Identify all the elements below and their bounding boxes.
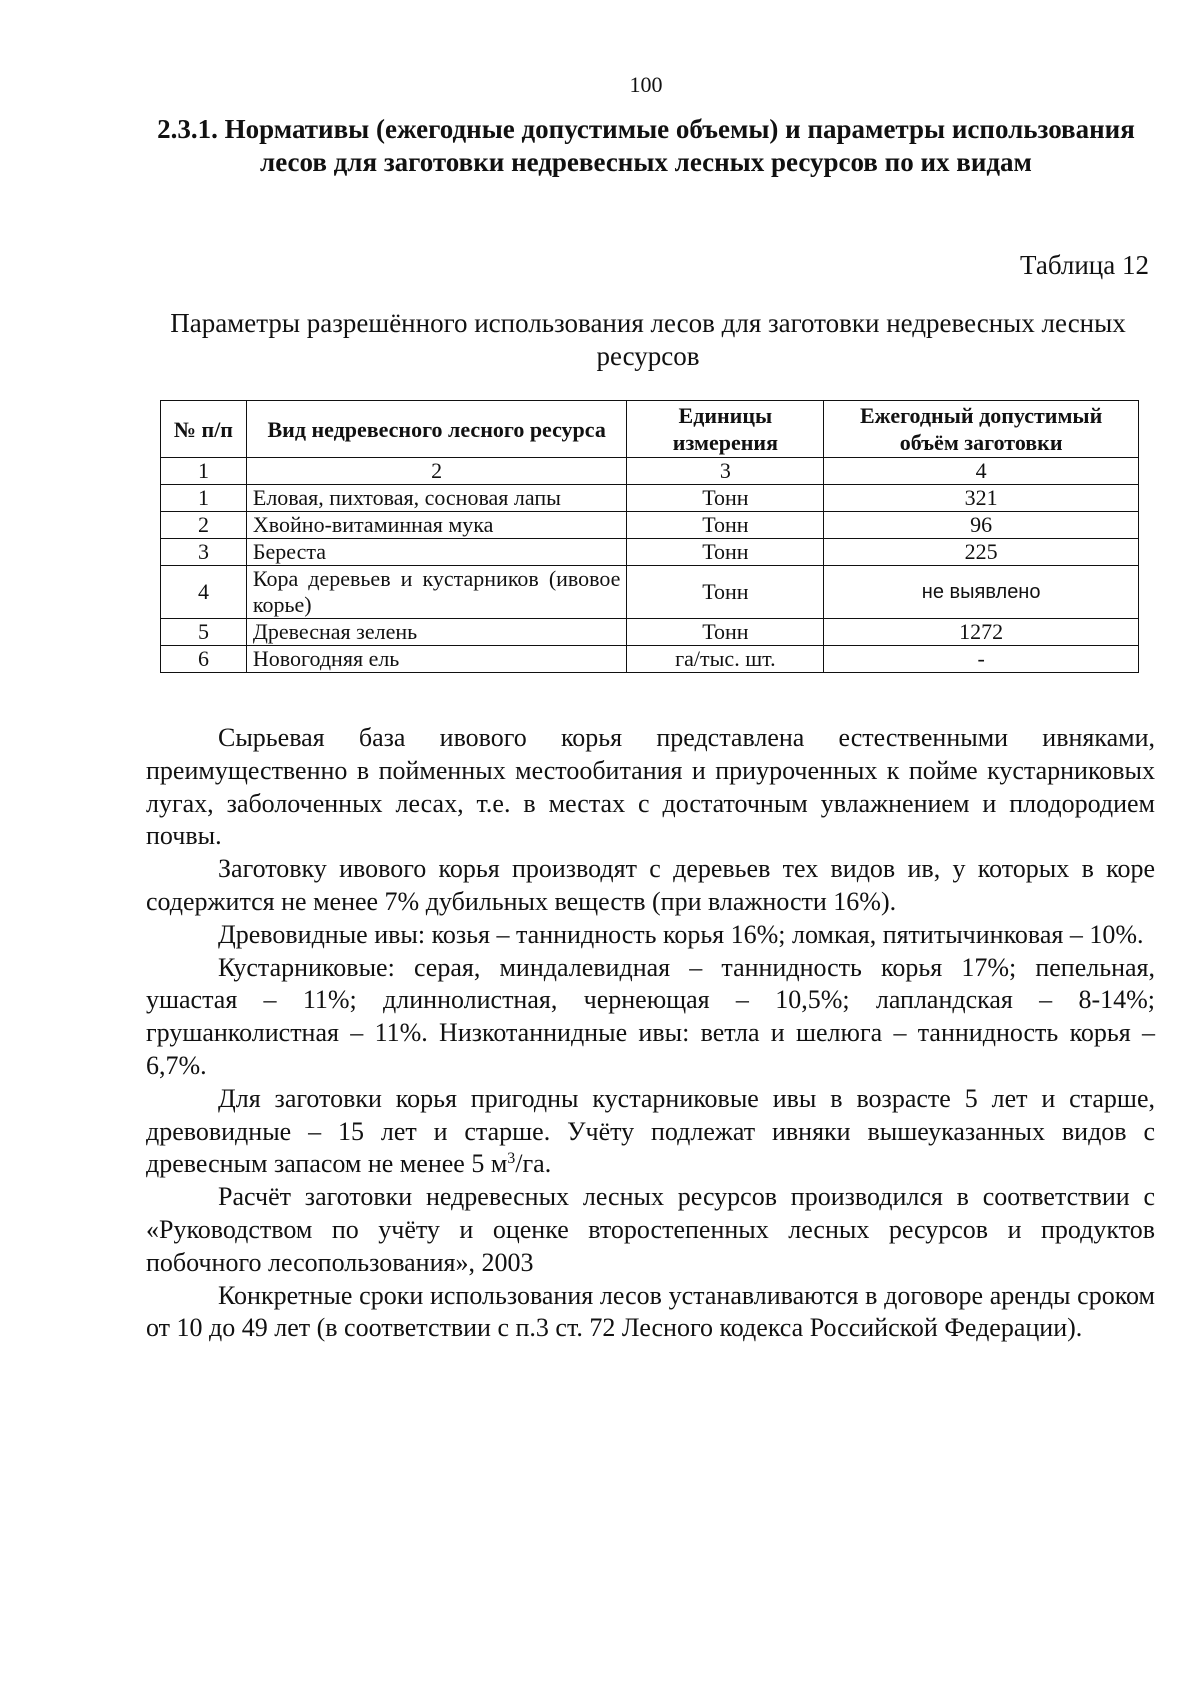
table-row bbox=[161, 619, 1139, 646]
paragraph: Заготовку ивового корья производят с деревьев тех видов ив, у которых в коре содержится не менее 7% дубильных веществ (при влажности 16%). bbox=[146, 854, 1155, 916]
table-index-row bbox=[161, 458, 1139, 485]
table-row bbox=[161, 485, 1139, 512]
superscript: 3 bbox=[507, 1150, 516, 1168]
table-cell: Новогодняя ель bbox=[246, 646, 627, 673]
table-cell: 4 bbox=[824, 458, 1139, 485]
paragraph: Расчёт заготовки недревесных лесных ресурсов производился в соответствии с «Руководством по учёту и оценке второстепенных лесных ресурсов и продуктов побочного лесопользования», 2003 bbox=[146, 1182, 1155, 1277]
table-cell: - bbox=[824, 646, 1139, 673]
header-resource-type: Вид недревесного лесного ресурса bbox=[246, 401, 627, 458]
table-cell: 225 bbox=[824, 539, 1139, 566]
table-cell: 4 bbox=[161, 566, 247, 619]
table-label: Таблица 12 bbox=[1020, 250, 1149, 280]
table-row bbox=[161, 539, 1139, 566]
table-row bbox=[161, 646, 1139, 673]
table-cell: Кора деревьев и кустарников (ивовое корье) bbox=[246, 566, 627, 619]
table-cell: 5 bbox=[161, 619, 247, 646]
table-cell: 1 bbox=[161, 485, 247, 512]
table-cell: 321 bbox=[824, 485, 1139, 512]
table-cell: Тонн bbox=[627, 539, 824, 566]
page-number: 100 bbox=[629, 72, 663, 97]
paragraph: Сырьевая база ивового корья представлена естественными ивняками, преимущественно в пойменных местообитания и приуроченных к пойме кустарниковых лугах, заболоченных лесах, т.е. в местах с достаточным увлажнением и плодородием почвы. bbox=[146, 723, 1155, 851]
table-cell: 2 bbox=[246, 458, 627, 485]
table-cell: 3 bbox=[161, 539, 247, 566]
table-cell: 6 bbox=[161, 646, 247, 673]
table-cell: Древесная зелень bbox=[246, 619, 627, 646]
table-cell: 96 bbox=[824, 512, 1139, 539]
paragraph-tail: /га. bbox=[515, 1149, 552, 1179]
paragraph bbox=[146, 1083, 1155, 1181]
table-cell: га/тыс. шт. bbox=[627, 646, 824, 673]
paragraph: Кустарниковые: серая, миндалевидная – таннидность корья 17%; пепельная, ушастая – 11%; длиннолистная, чернеющая – 10,5%; лапландская – 8-14%; грушанколистная – 11%. Низкотаннидные ивы: ветла и шелюга – таннидность корья – 6,7%. bbox=[146, 952, 1155, 1080]
paragraph: Конкретные сроки использования лесов устанавливаются в договоре аренды сроком от 10 до 49 лет (в соответствии с п.3 ст. 72 Лесного кодекса Российской Федерации). bbox=[146, 1280, 1155, 1343]
table-cell: Береста bbox=[246, 539, 627, 566]
section-heading: 2.3.1. Нормативы (ежегодные допустимые объемы) и параметры использования лесов для заготовки недревесных лесных ресурсов по их видам bbox=[157, 114, 1135, 177]
header-annual-volume: Ежегодный допустимый объём заготовки bbox=[824, 401, 1139, 458]
paragraph-text: Для заготовки корья пригодны кустарниковые ивы в возрасте 5 лет и старше, древовидные – 15 лет и старше. Учёту подлежат ивняки вышеуказанных видов с древесным запасом не менее 5 м bbox=[146, 1083, 1155, 1179]
table-cell: 1 bbox=[161, 458, 247, 485]
header-units: Единицы измерения bbox=[627, 401, 824, 458]
resources-table bbox=[160, 400, 1139, 673]
table-header-row bbox=[161, 401, 1139, 458]
header-number: № п/п bbox=[161, 401, 247, 458]
table-row bbox=[161, 566, 1139, 619]
table-row bbox=[161, 512, 1139, 539]
table-cell: Еловая, пихтовая, сосновая лапы bbox=[246, 485, 627, 512]
table-cell: 1272 bbox=[824, 619, 1139, 646]
body-text bbox=[146, 722, 1155, 1345]
table-cell: Тонн bbox=[627, 566, 824, 619]
table-caption: Параметры разрешённого использования лесов для заготовки недревесных лесных ресурсов bbox=[170, 308, 1126, 371]
table-cell: не выявлено bbox=[824, 566, 1139, 619]
table-cell: Хвойно-витаминная мука bbox=[246, 512, 627, 539]
paragraph: Древовидные ивы: козья – таннидность корья 16%; ломкая, пятитычинковая – 10%. bbox=[218, 919, 1144, 949]
table-cell: Тонн bbox=[627, 619, 824, 646]
table-cell: Тонн bbox=[627, 485, 824, 512]
table-cell: Тонн bbox=[627, 512, 824, 539]
table-cell: 3 bbox=[627, 458, 824, 485]
table-cell: 2 bbox=[161, 512, 247, 539]
